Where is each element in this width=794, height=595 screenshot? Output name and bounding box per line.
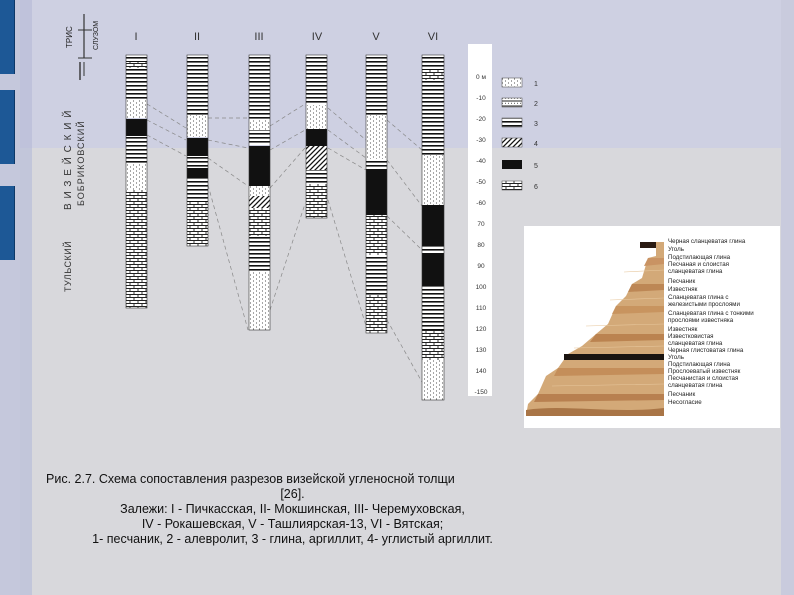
photo-label: Прослоеватый известняк — [668, 368, 741, 375]
legend-number: 6 — [534, 184, 538, 191]
section-column-4 — [306, 55, 327, 218]
section-column-2 — [187, 55, 208, 246]
legend-swatch-siltstone — [502, 98, 522, 107]
system-label-tris: ТРИС — [65, 26, 74, 48]
legend-number: 5 — [534, 163, 538, 170]
caption-deposits-2: IV - Рокашевская, V - Ташлиярская-13, VI - Вятская; — [141, 517, 444, 531]
legend-swatch-carbonaceous-argillite — [502, 138, 522, 147]
photo-label: Черная глистоватая глина — [668, 347, 744, 354]
photo-label: Песчаник — [668, 278, 696, 285]
coal-seam — [126, 119, 147, 136]
lower-label-tulskiy: ТУЛЬСКИЙ — [63, 240, 73, 292]
legend-number: 3 — [534, 121, 538, 128]
coal-seam — [249, 146, 270, 186]
section-numerals — [134, 31, 438, 43]
caption-deposits-1: Залежи: I - Пичкасская, II- Мокшинская, III- Черемуховская, — [120, 502, 465, 516]
depth-tick: 130 — [475, 347, 487, 354]
legend-swatch-sandstone — [502, 78, 522, 87]
legend-number: 1 — [534, 81, 538, 88]
legend-swatch-clay — [502, 118, 522, 127]
depth-tick: 0 м — [476, 74, 486, 81]
coal-seam — [187, 168, 208, 178]
caption-reference: [26]. — [280, 487, 305, 501]
figure-caption — [40, 472, 545, 547]
outcrop-photo-panel — [524, 226, 780, 428]
photo-label: Уголь — [668, 354, 684, 361]
section-numeral: II — [193, 31, 201, 43]
photo-label: Известковистая — [668, 333, 714, 340]
photo-label: сланцеватая глина — [668, 382, 723, 389]
depth-tick: 90 — [477, 263, 485, 270]
outcrop-illustration — [524, 226, 780, 428]
section-numeral: VI — [427, 31, 439, 43]
photo-label: Известняк — [668, 326, 698, 333]
depth-tick: -40 — [476, 158, 486, 165]
caption-legend-text: 1- песчаник, 2 - алевролит, 3 - глина, аргиллит, 4- углистый аргиллит. — [92, 532, 493, 546]
lithology-legend — [502, 78, 538, 191]
depth-tick: -150 — [474, 389, 488, 396]
coal-seam — [366, 169, 387, 215]
section-column-6 — [422, 55, 444, 400]
depth-tick: -10 — [476, 95, 486, 102]
section-numeral: III — [254, 31, 264, 43]
depth-tick: 110 — [475, 305, 487, 312]
legend-swatch-limestone — [502, 181, 522, 190]
legend-number: 4 — [534, 141, 538, 148]
substage-label-bobrikovskiy: БОБРИКОВСКИЙ — [76, 120, 86, 206]
section-column-1 — [126, 55, 147, 308]
photo-label: прослоями известняка — [668, 317, 734, 324]
photo-label: сланцеватая глина — [668, 268, 723, 275]
photo-label: Сланцеватая глина с тонкими — [668, 310, 754, 317]
legend-number: 2 — [534, 101, 538, 108]
depth-tick: -20 — [476, 116, 486, 123]
depth-tick: 140 — [475, 368, 487, 375]
coal-seam — [187, 138, 208, 156]
photo-label: Песчаная и слоистая — [668, 261, 730, 268]
photo-label: Уголь — [668, 246, 684, 253]
stratigraphic-axis — [61, 14, 100, 292]
section-numeral: IV — [311, 31, 323, 43]
coal-seam — [422, 205, 444, 245]
section-column-5 — [366, 55, 387, 333]
photo-label: Несогласие — [668, 399, 702, 406]
photo-label: Сланцеватая глина с — [668, 294, 729, 301]
photo-label: Черная сланцеватая глина — [668, 238, 746, 245]
section-column-3 — [249, 55, 270, 330]
depth-tick: -60 — [476, 200, 486, 207]
section-numeral: I — [134, 31, 138, 43]
coal-seam — [422, 253, 444, 285]
legend-swatch-coal — [502, 160, 522, 169]
depth-tick: 100 — [475, 284, 487, 291]
photo-label: Известняк — [668, 286, 698, 293]
stage-label-vizeyskiy: В И З Е Й С К И Й — [63, 109, 74, 210]
photo-label: Песчаник — [668, 391, 696, 398]
system-label-sluzom: СЛУЗОМ — [93, 20, 100, 50]
photo-label: железистыми прослоями — [668, 301, 740, 308]
depth-tick: 70 — [477, 221, 485, 228]
section-numeral: V — [372, 31, 380, 43]
depth-tick: -30 — [476, 137, 486, 144]
photo-label: Песчанистая и слоистая — [668, 375, 739, 382]
photo-label: Подстилающая глина — [668, 361, 731, 368]
depth-tick: -50 — [476, 179, 486, 186]
photo-label: Подстилающая глина — [668, 254, 731, 261]
depth-tick: 120 — [475, 326, 487, 333]
caption-title: Рис. 2.7. Схема сопоставления разрезов визейской угленосной толщи — [46, 472, 455, 486]
photo-label: сланцеватая глина — [668, 340, 723, 347]
depth-tick: 80 — [477, 242, 485, 249]
coal-seam — [306, 129, 327, 146]
